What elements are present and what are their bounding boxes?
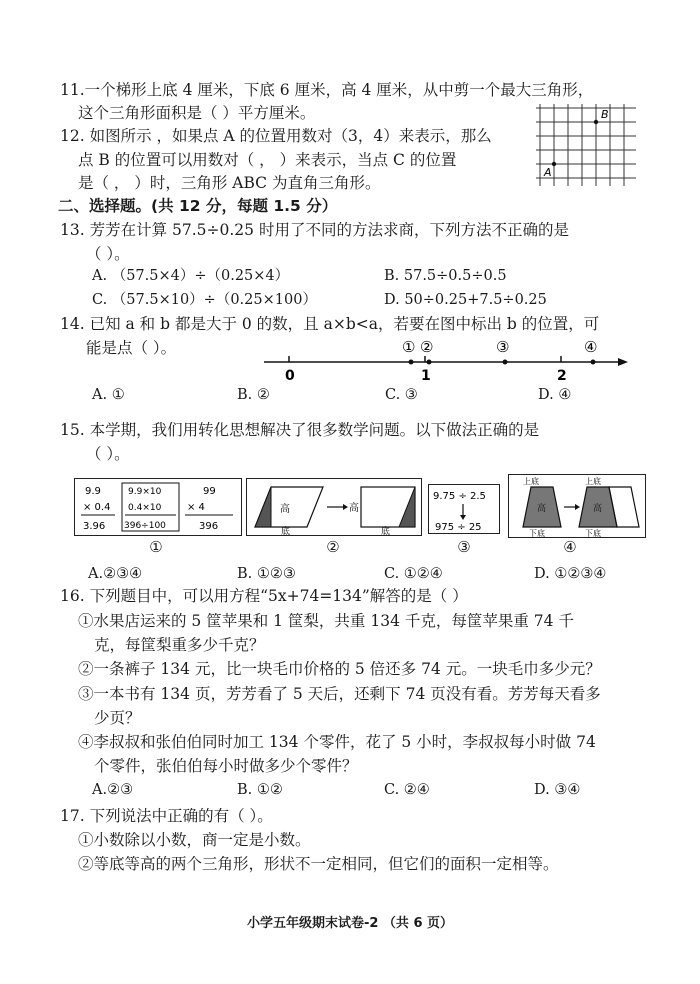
marker-2: ② [420,338,434,356]
q16-option-d: D. ③④ [534,782,581,798]
svg-text:3.96: 3.96 [83,521,106,532]
q15-option-c: C. ①②④ [384,566,443,582]
q15-option-d: D. ①②③④ [534,566,607,582]
q15-line1: 15. 本学期，我们用转化思想解决了很多数学问题。以下做法正确的是 [60,421,540,439]
section-title: 二、选择题。(共 12 分，每题 1.5 分） [58,197,338,215]
q15-line2: （ ）。 [86,445,130,463]
q12-line1: 12. 如图所示 ，如果点 A 的位置用数对（3，4）来表示，那么 [60,127,492,145]
page-footer: 小学五年级期末试卷-2 （共 6 页） [246,916,454,931]
svg-text:× 0.4: × 0.4 [83,502,111,513]
q13-option-a: A. （57.5×4）÷（0.25×4） [92,268,290,284]
q14-option-b: B. ② [237,387,270,403]
tick-label-1: 1 [421,368,431,382]
svg-text:下底: 下底 [529,529,545,537]
svg-text:396÷100: 396÷100 [124,521,166,531]
q16-option-b: B. ①② [237,782,283,798]
q11-line1: 11.一个梯形上底 4 厘米，下底 6 厘米，高 4 厘米，从中剪一个最大三角形， [60,81,594,99]
q17-line1: 17. 下列说法中正确的有（ ）。 [60,807,273,825]
q16-item3-line2: 少页？ [94,709,141,727]
svg-text:9.75 ÷ 2.5: 9.75 ÷ 2.5 [433,491,486,502]
q16-option-c: C. ②④ [384,782,430,798]
svg-text:0.4×10: 0.4×10 [128,503,162,513]
q16-item4-line2: 个零件，张伯伯每小时做多少个零件？ [94,757,358,775]
label-a: A [544,166,552,179]
figure-2-caption: ② [326,538,340,556]
q13-option-b: B. 57.5÷0.5÷0.5 [384,268,507,284]
svg-text:高: 高 [349,503,359,514]
figure-1 [74,478,242,536]
q16-item1-line1: ①水果店运来的 5 筐苹果和 1 筐梨，共重 134 千克，每筐苹果重 74 千 [78,612,574,630]
q14-option-c: C. ③ [385,387,418,403]
q16-item4-line1: ④李叔叔和张伯伯同时加工 134 个零件，花了 5 小时，李叔叔每小时做 74 [78,733,596,751]
q16-item2: ②一条裤子 134 元，比一块毛巾价格的 5 倍还多 74 元。一块毛巾多少元？ [78,660,601,678]
svg-text:上底: 上底 [585,477,601,486]
svg-text:99: 99 [203,486,216,497]
q14-line1: 14. 已知 a 和 b 都是大于 0 的数，且 a×b<a，若要在图中标出 b 的位置，可 [60,315,600,333]
q11-line2: 这个三角形面积是（ ）平方厘米。 [78,104,316,122]
q13-option-d: D. 50÷0.25+7.5÷0.25 [384,292,547,308]
svg-text:9.9×10: 9.9×10 [128,487,162,497]
point-b [594,120,598,124]
q17-item2: ②等底等高的两个三角形，形状不一定相同，但它们的面积一定相等。 [78,855,559,873]
svg-text:975 ÷ 25: 975 ÷ 25 [435,522,482,533]
figure-4-caption: ④ [563,538,577,556]
q14-line2: 能是点（ ）。 [86,339,177,357]
q16-line1: 16. 下列题目中，可以用方程“5x+74=134”解答的是（ ） [60,587,468,605]
tick-label-0: 0 [285,368,295,382]
label-b: B [601,108,609,121]
svg-text:高: 高 [280,504,290,515]
q16-item3-line1: ③一本书有 134 页，芳芳看了 5 天后，还剩下 74 页没有看。芳芳每天看多 [78,685,601,703]
coordinate-grid [536,104,636,186]
marker-3: ③ [496,338,510,356]
svg-text:9.9: 9.9 [85,486,101,497]
q14-option-a: A. ① [92,387,125,403]
number-line [262,334,632,382]
figure-3-caption: ③ [457,538,471,556]
marker-4: ④ [584,338,598,356]
q13-option-c: C. （57.5×10）÷（0.25×100） [92,292,317,308]
svg-text:上底: 上底 [523,477,539,486]
q12-line3: 是（ ， ）时，三角形 ABC 为直角三角形。 [78,174,381,192]
q15-option-b: B. ①②③ [237,566,296,582]
q16-item1-line2: 克，每筐梨重多少千克？ [94,636,265,654]
tick-label-2: 2 [557,368,567,382]
svg-text:高: 高 [537,504,547,514]
figure-2 [246,478,422,536]
svg-text:底: 底 [381,527,391,535]
q12-line2: 点 B 的位置可以用数对（ ， ）来表示，当点 C 的位置 [78,151,457,169]
q15-option-a: A.②③④ [88,566,143,582]
svg-text:高: 高 [593,504,603,514]
marker-1: ① [402,338,416,356]
figure-4 [508,474,646,538]
figure-3 [428,484,500,534]
q17-item1: ①小数除以小数，商一定是小数。 [78,831,311,849]
q16-option-a: A.②③ [92,782,134,798]
point-a [552,162,556,166]
q13-line1: 13. 芳芳在计算 57.5÷0.25 时用了不同的方法求商，下列方法不正确的是 [60,221,569,239]
svg-text:× 4: × 4 [187,502,205,513]
figure-1-caption: ① [149,538,163,556]
q13-line2: （ ）。 [86,245,130,263]
svg-text:下底: 下底 [585,529,601,537]
svg-text:底: 底 [281,527,291,535]
q14-option-d: D. ④ [538,387,572,403]
svg-text:396: 396 [199,521,219,532]
